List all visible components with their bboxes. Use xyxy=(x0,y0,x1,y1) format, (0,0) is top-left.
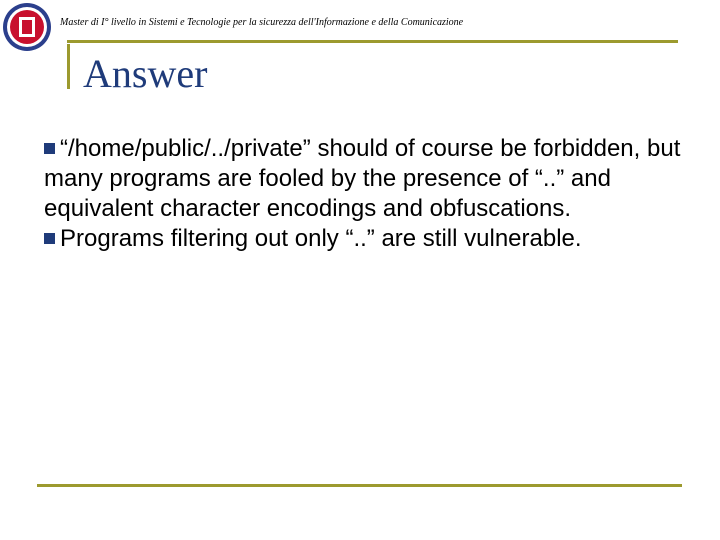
square-bullet-icon xyxy=(44,233,55,244)
slide-body xyxy=(44,134,704,254)
bullet-text: “/home/public/../private” should of course be forbidden, but many programs are fooled by the presence of “..” and equivalent character encodings and obfuscations. xyxy=(44,135,681,222)
slide-title: Answer xyxy=(83,51,208,96)
footer-divider xyxy=(37,484,682,487)
bullet-item xyxy=(44,224,704,254)
university-seal-icon xyxy=(2,2,52,52)
bullet-item xyxy=(44,134,704,224)
running-header: Master di I° livello in Sistemi e Tecnologie per la sicurezza dell'Informazione e della Comunicazione xyxy=(60,17,464,28)
square-bullet-icon xyxy=(44,143,55,154)
title-accent-bar xyxy=(67,44,70,89)
bullet-text: Programs filtering out only “..” are still vulnerable. xyxy=(60,225,582,252)
header-divider xyxy=(67,40,678,43)
